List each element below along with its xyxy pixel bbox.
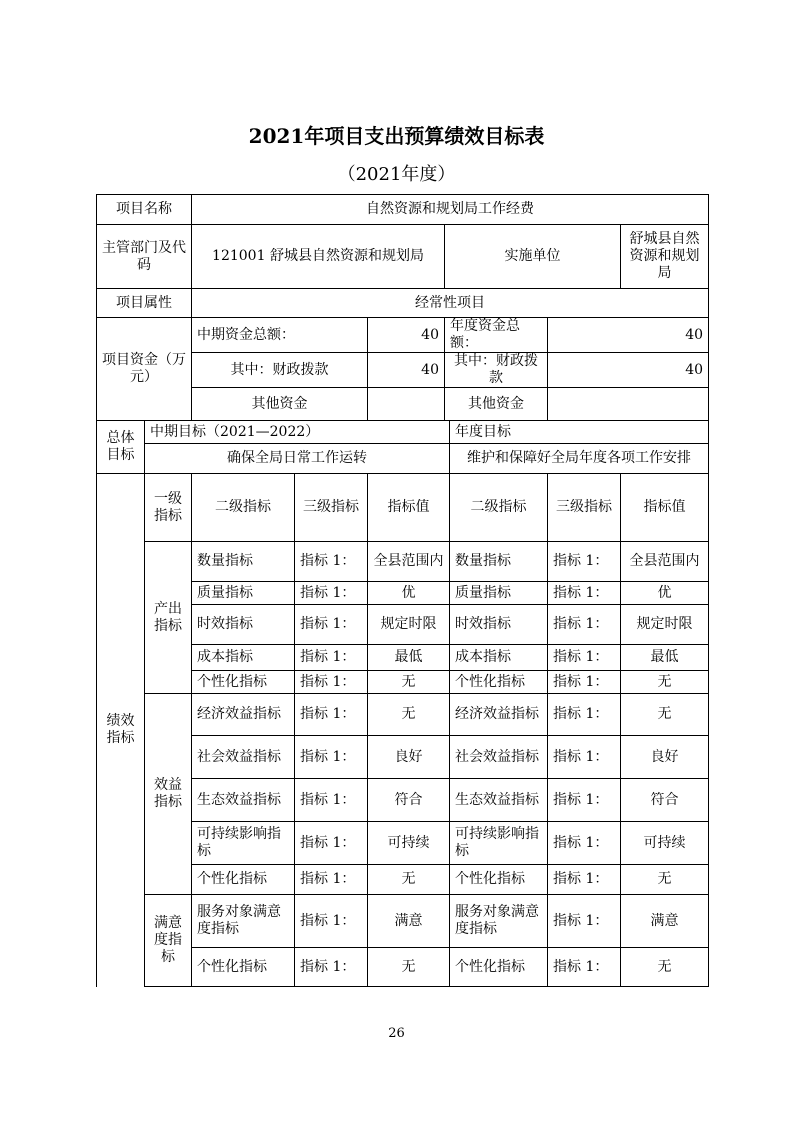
value-year: 无 <box>621 948 709 987</box>
funds-label: 项目资金（万元） <box>97 318 192 421</box>
level3-mid: 指标 1： <box>295 895 368 948</box>
level2-mid: 质量指标 <box>192 582 295 605</box>
level3-year: 指标 1： <box>548 865 621 895</box>
level2-year: 数量指标 <box>450 542 548 582</box>
page-title: 2021年项目支出预算绩效目标表 <box>248 124 545 148</box>
level2-mid: 生态效益指标 <box>192 779 295 822</box>
level2-mid: 社会效益指标 <box>192 736 295 779</box>
indicator-row <box>97 694 709 736</box>
goals-text-row <box>97 444 709 474</box>
value-year: 无 <box>621 671 709 694</box>
mid-total-value: 40 <box>368 318 445 353</box>
value-mid: 符合 <box>368 779 450 822</box>
project-name-label: 项目名称 <box>97 195 192 225</box>
level3-year: 指标 1： <box>548 694 621 736</box>
level2-year: 可持续影响指标 <box>450 822 548 865</box>
mid-goal-label: 中期目标（2021—2022） <box>145 421 450 444</box>
value-year: 最低 <box>621 645 709 671</box>
level3-mid: 指标 1： <box>295 694 368 736</box>
implementer-value: 舒城县自然资源和规划局 <box>621 225 709 289</box>
value-mid: 无 <box>368 865 450 895</box>
performance-target-table <box>96 194 709 987</box>
year-goal-label: 年度目标 <box>450 421 709 444</box>
value-year: 良好 <box>621 736 709 779</box>
year-total-value: 40 <box>548 318 709 353</box>
value-mid: 全县范围内 <box>368 542 450 582</box>
level2-year: 服务对象满意度指标 <box>450 895 548 948</box>
level3-year: 指标 1： <box>548 948 621 987</box>
department-label: 主管部门及代码 <box>97 225 192 289</box>
level2-year: 社会效益指标 <box>450 736 548 779</box>
level1-benefit: 效益指标 <box>145 694 192 895</box>
level2-year: 质量指标 <box>450 582 548 605</box>
level2-mid: 时效指标 <box>192 605 295 645</box>
mid-fiscal-label: 其中：财政拨款 <box>192 353 368 388</box>
level3-year: 指标 1： <box>548 671 621 694</box>
level2-year: 生态效益指标 <box>450 779 548 822</box>
value-year: 优 <box>621 582 709 605</box>
value-mid: 最低 <box>368 645 450 671</box>
level3-year: 指标 1： <box>548 779 621 822</box>
level3-mid: 指标 1： <box>295 645 368 671</box>
project-attribute-label: 项目属性 <box>97 289 192 318</box>
implementer-label: 实施单位 <box>445 225 621 289</box>
mid-other-label: 其他资金 <box>192 388 368 421</box>
header-level3-year: 三级指标 <box>548 474 621 542</box>
indicator-row <box>97 895 709 948</box>
level3-year: 指标 1： <box>548 736 621 779</box>
year-other-value <box>548 388 709 421</box>
level3-mid: 指标 1： <box>295 542 368 582</box>
header-level2-year: 二级指标 <box>450 474 548 542</box>
level3-year: 指标 1： <box>548 822 621 865</box>
mid-goal-text: 确保全局日常工作运转 <box>145 444 450 474</box>
page-number: 26 <box>388 1026 405 1041</box>
value-mid: 无 <box>368 671 450 694</box>
funds-total-row <box>97 318 709 353</box>
level3-mid: 指标 1： <box>295 736 368 779</box>
level2-mid: 经济效益指标 <box>192 694 295 736</box>
value-mid: 良好 <box>368 736 450 779</box>
level3-mid: 指标 1： <box>295 605 368 645</box>
value-mid: 无 <box>368 948 450 987</box>
department-row <box>97 225 709 289</box>
mid-fiscal-value: 40 <box>368 353 445 388</box>
level2-year: 个性化指标 <box>450 671 548 694</box>
indicator-header-row <box>97 474 709 542</box>
level2-year: 个性化指标 <box>450 948 548 987</box>
overall-goals-label: 总体目标 <box>97 421 145 474</box>
year-fiscal-label: 其中：财政拨款 <box>445 353 548 388</box>
level2-mid: 可持续影响指标 <box>192 822 295 865</box>
project-name-value: 自然资源和规划局工作经费 <box>192 195 709 225</box>
header-level3-mid: 三级指标 <box>295 474 368 542</box>
level1-satisfaction: 满意度指标 <box>145 895 192 987</box>
level2-year: 个性化指标 <box>450 865 548 895</box>
value-year: 可持续 <box>621 822 709 865</box>
level2-year: 成本指标 <box>450 645 548 671</box>
value-mid: 规定时限 <box>368 605 450 645</box>
level3-mid: 指标 1： <box>295 779 368 822</box>
project-attribute-row <box>97 289 709 318</box>
level2-mid: 个性化指标 <box>192 865 295 895</box>
value-year: 全县范围内 <box>621 542 709 582</box>
header-level1: 一级指标 <box>145 474 192 542</box>
page-subtitle: （2021年度） <box>337 164 456 185</box>
level3-mid: 指标 1： <box>295 865 368 895</box>
year-total-label: 年度资金总额： <box>445 318 548 353</box>
header-value-mid: 指标值 <box>368 474 450 542</box>
mid-total-label: 中期资金总额： <box>192 318 368 353</box>
department-value: 121001 舒城县自然资源和规划局 <box>192 225 445 289</box>
year-other-label: 其他资金 <box>445 388 548 421</box>
level2-mid: 个性化指标 <box>192 671 295 694</box>
level1-output: 产出指标 <box>145 542 192 694</box>
level3-year: 指标 1： <box>548 895 621 948</box>
value-mid: 满意 <box>368 895 450 948</box>
year-goal-text: 维护和保障好全局年度各项工作安排 <box>450 444 709 474</box>
level3-mid: 指标 1： <box>295 948 368 987</box>
level2-mid: 个性化指标 <box>192 948 295 987</box>
level3-mid: 指标 1： <box>295 822 368 865</box>
level3-year: 指标 1： <box>548 582 621 605</box>
level3-year: 指标 1： <box>548 605 621 645</box>
header-level2-mid: 二级指标 <box>192 474 295 542</box>
level2-year: 经济效益指标 <box>450 694 548 736</box>
indicator-row <box>97 542 709 582</box>
project-attribute-value: 经常性项目 <box>192 289 709 318</box>
level3-mid: 指标 1： <box>295 582 368 605</box>
value-year: 无 <box>621 694 709 736</box>
header-value-year: 指标值 <box>621 474 709 542</box>
value-mid: 可持续 <box>368 822 450 865</box>
performance-indicators-label: 绩效指标 <box>97 474 145 987</box>
level3-year: 指标 1： <box>548 645 621 671</box>
value-year: 符合 <box>621 779 709 822</box>
level3-year: 指标 1： <box>548 542 621 582</box>
goals-header-row <box>97 421 709 444</box>
value-year: 满意 <box>621 895 709 948</box>
level3-mid: 指标 1： <box>295 671 368 694</box>
value-mid: 无 <box>368 694 450 736</box>
year-fiscal-value: 40 <box>548 353 709 388</box>
mid-other-value <box>368 388 445 421</box>
level2-mid: 数量指标 <box>192 542 295 582</box>
value-mid: 优 <box>368 582 450 605</box>
level2-mid: 服务对象满意度指标 <box>192 895 295 948</box>
project-name-row <box>97 195 709 225</box>
value-year: 规定时限 <box>621 605 709 645</box>
value-year: 无 <box>621 865 709 895</box>
level2-year: 时效指标 <box>450 605 548 645</box>
level2-mid: 成本指标 <box>192 645 295 671</box>
